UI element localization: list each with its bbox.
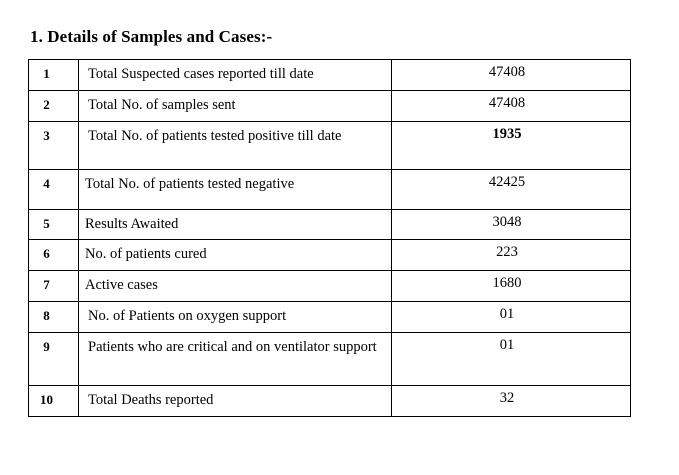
row-number: 9 (29, 333, 79, 386)
row-number: 4 (29, 170, 79, 210)
table-row (29, 170, 631, 210)
row-value: 223 (392, 240, 631, 271)
table-row (29, 386, 631, 417)
row-number: 7 (29, 271, 79, 302)
row-label: Total No. of patients tested positive till date (79, 122, 392, 170)
row-value: 32 (392, 386, 631, 417)
table-row (29, 302, 631, 333)
table-row (29, 333, 631, 386)
row-value: 3048 (392, 210, 631, 240)
row-number: 8 (29, 302, 79, 333)
row-value: 47408 (392, 91, 631, 122)
row-value: 01 (392, 302, 631, 333)
row-value: 42425 (392, 170, 631, 210)
row-value: 1935 (392, 122, 631, 170)
row-label: Total No. of samples sent (79, 91, 392, 122)
row-label: Active cases (79, 271, 392, 302)
table-row (29, 122, 631, 170)
row-label: Results Awaited (79, 210, 392, 240)
row-number: 6 (29, 240, 79, 271)
row-value: 1680 (392, 271, 631, 302)
section-heading: 1. Details of Samples and Cases:- (30, 27, 273, 46)
table-row (29, 91, 631, 122)
table-row (29, 210, 631, 240)
row-label: Total No. of patients tested negative (79, 170, 392, 210)
row-number: 5 (29, 210, 79, 240)
row-number: 10 (29, 386, 79, 417)
row-label: Total Suspected cases reported till date (79, 60, 392, 91)
row-value: 47408 (392, 60, 631, 91)
row-number: 2 (29, 91, 79, 122)
row-label: Patients who are critical and on ventilator support (79, 333, 392, 386)
row-number: 3 (29, 122, 79, 170)
row-value: 01 (392, 333, 631, 386)
table-row (29, 271, 631, 302)
samples-cases-table (28, 59, 631, 417)
row-label: No. of Patients on oxygen support (79, 302, 392, 333)
row-label: Total Deaths reported (79, 386, 392, 417)
row-number: 1 (29, 60, 79, 91)
row-label: No. of patients cured (79, 240, 392, 271)
table-row (29, 240, 631, 271)
table-row (29, 60, 631, 91)
